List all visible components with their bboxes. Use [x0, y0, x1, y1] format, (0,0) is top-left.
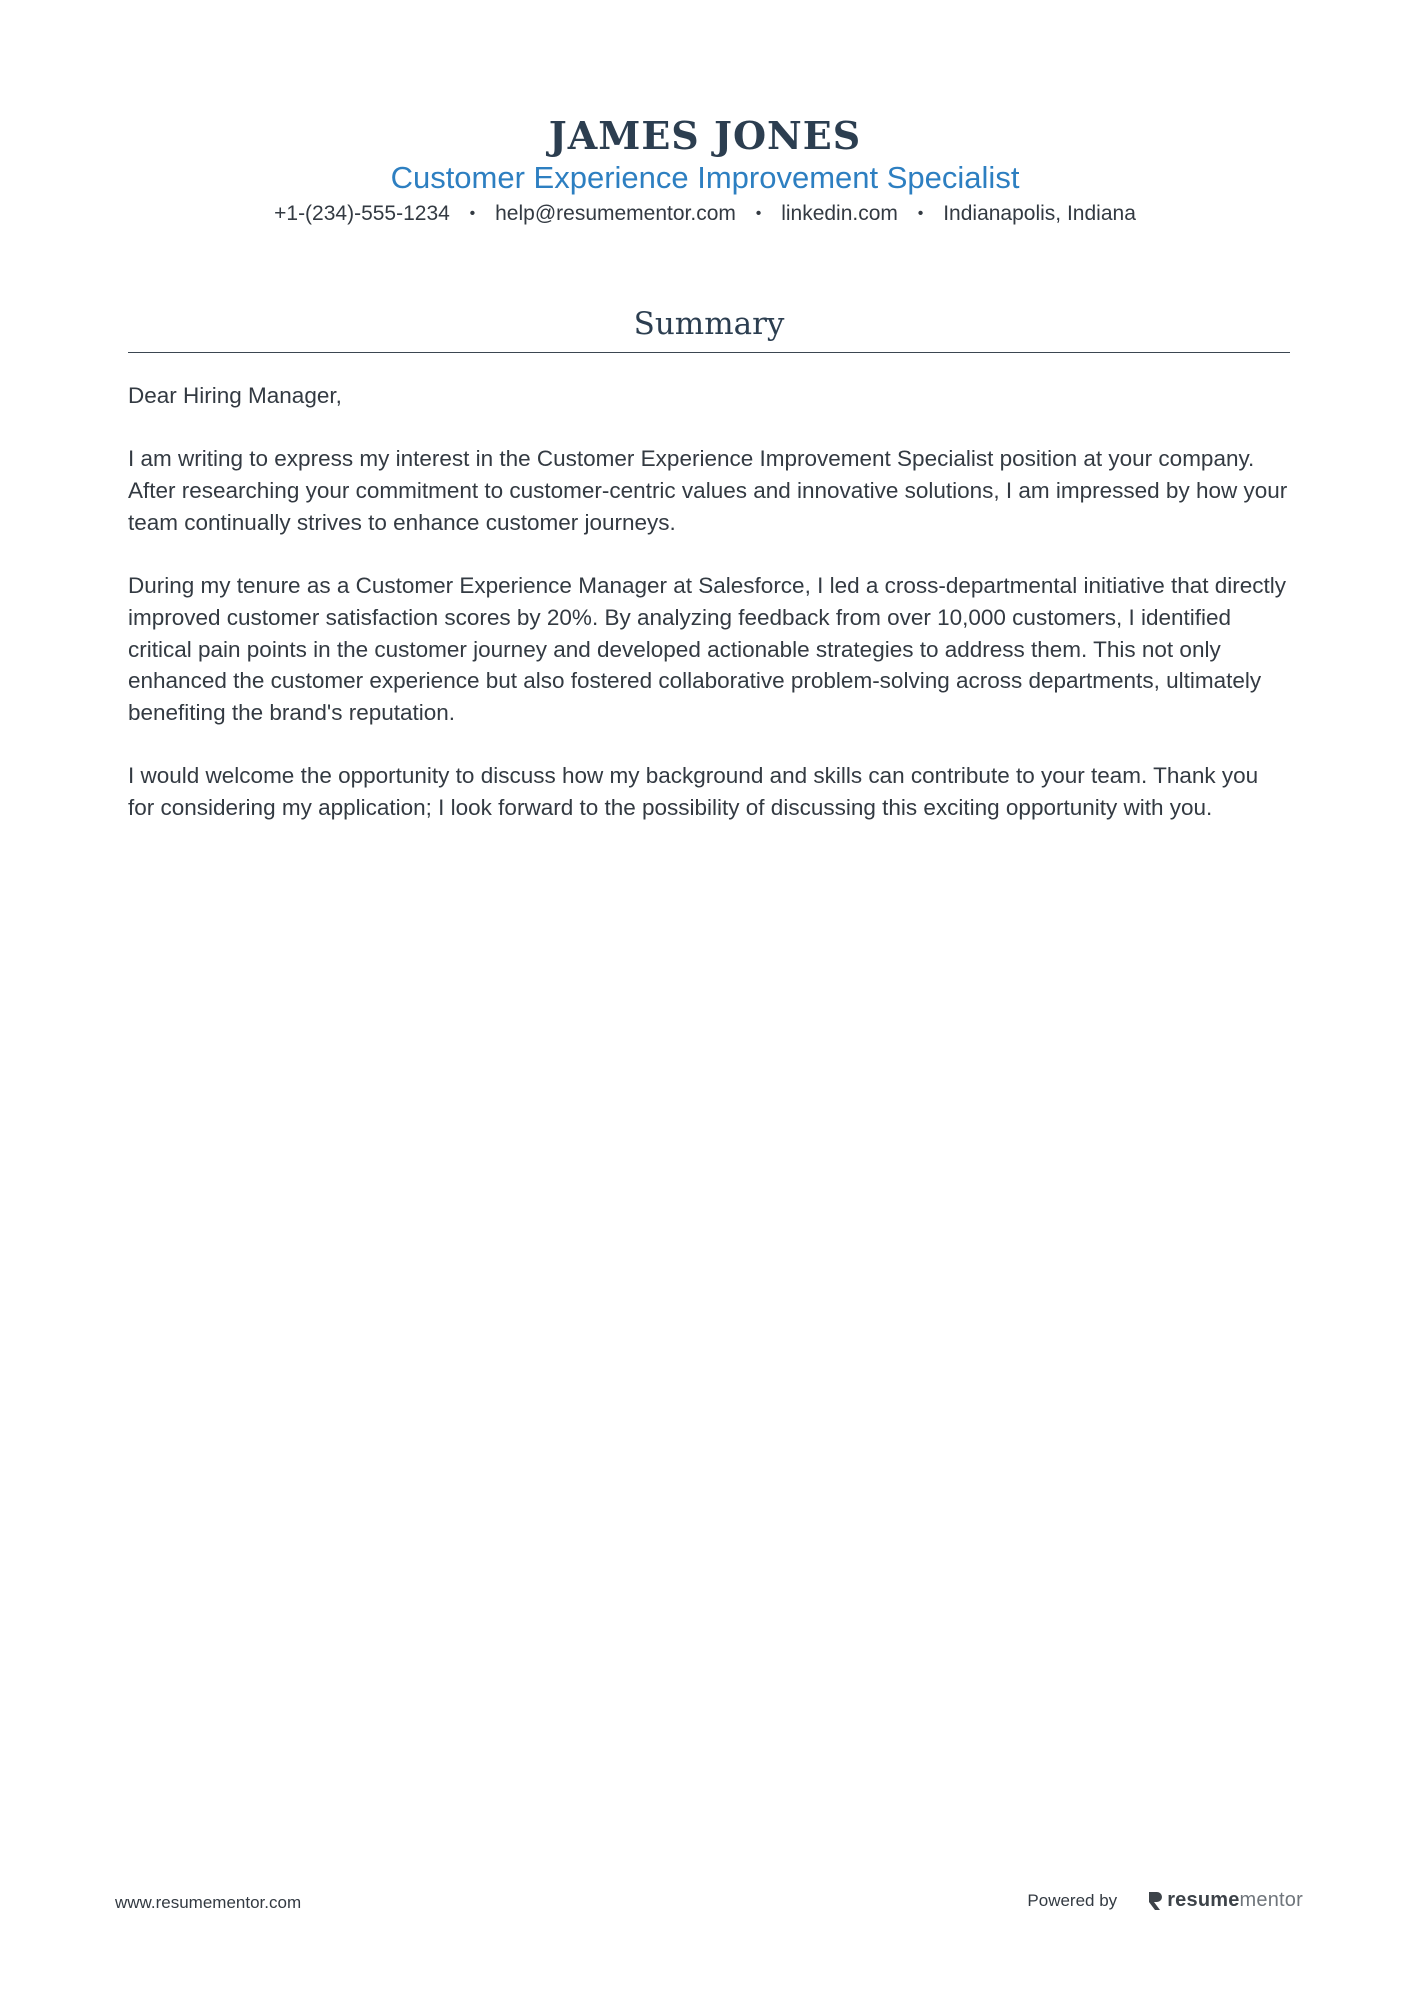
section-title: Summary: [633, 306, 785, 342]
contact-email: help@resumementor.com: [495, 202, 736, 225]
contact-website: linkedin.com: [781, 202, 898, 225]
candidate-name: JAMES JONES: [548, 113, 862, 158]
resumementor-logo-icon: [1147, 1890, 1163, 1912]
letter-greeting: Dear Hiring Manager,: [128, 383, 342, 408]
logo-text-resume: resume: [1167, 1889, 1240, 1911]
footer-branding: [1027, 1889, 1303, 1912]
letter-paragraph: I would welcome the opportunity to discuss how my background and skills can contribute to your team. Thank you for considering my application; I look forward to the possibility of discussing this exciting opportunity with you.: [128, 763, 1259, 821]
contact-phone: +1-(234)-555-1234: [274, 202, 450, 225]
job-title: Customer Experience Improvement Specialist: [390, 160, 1020, 195]
logo-text-mentor: mentor: [1239, 1889, 1303, 1911]
powered-by-label: Powered by: [1027, 1890, 1118, 1910]
contact-location: Indianapolis, Indiana: [943, 202, 1136, 225]
letter-body: [128, 380, 1290, 855]
header: [0, 112, 1410, 228]
footer-website: www.resumementor.com: [115, 1893, 302, 1912]
letter-paragraph: I am writing to express my interest in the Customer Experience Improvement Specialist position at your company. After researching your commitment to customer-centric values and innovative solutions, I am impressed by how your team continually strives to enhance customer journeys.: [128, 446, 1288, 535]
section-divider: [128, 352, 1290, 353]
contact-separator: •: [755, 205, 762, 222]
contact-separator: •: [917, 205, 924, 222]
contact-line: [0, 200, 1410, 228]
letter-paragraph: During my tenure as a Customer Experience Manager at Salesforce, I led a cross-departmental initiative that directly improved customer satisfaction scores by 20%. By analyzing feedback from over 10,000 customers, I identified critical pain points in the customer journey and developed actionable strategies to address them. This not only enhanced the customer experience but also fostered collaborative problem-solving across departments, ultimately benefiting the brand's reputation.: [128, 573, 1287, 725]
contact-separator: •: [469, 205, 476, 222]
resumementor-logo: [1147, 1889, 1303, 1912]
